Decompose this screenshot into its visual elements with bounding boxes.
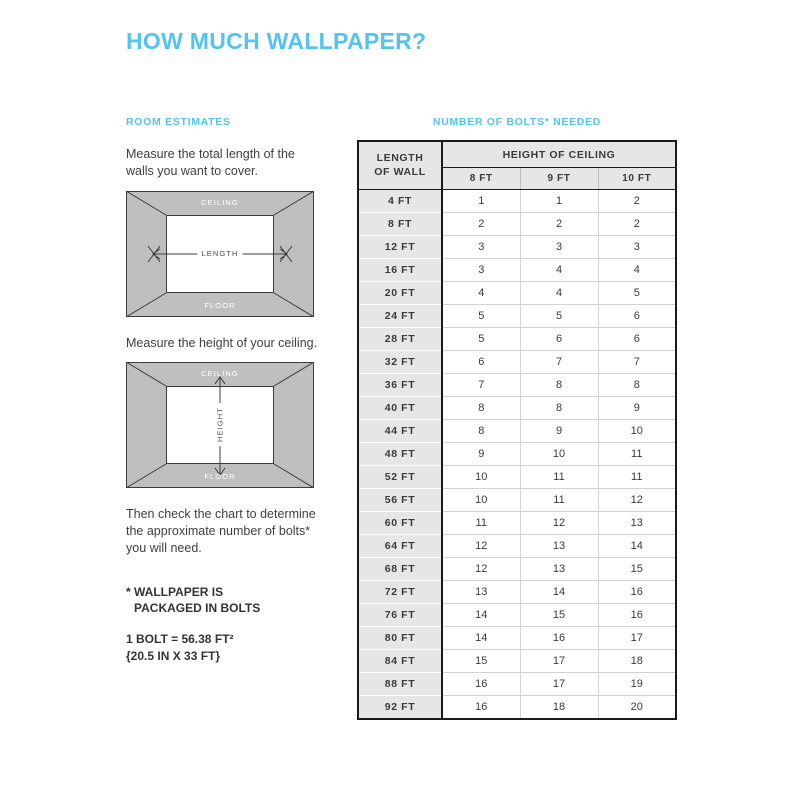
footnote-line-1: * WALLPAPER IS bbox=[126, 584, 224, 599]
row-bolts-value: 10 bbox=[598, 420, 676, 443]
bolts-table bbox=[357, 140, 677, 720]
table-row bbox=[358, 558, 676, 581]
table-row bbox=[358, 236, 676, 259]
row-bolts-value: 2 bbox=[598, 213, 676, 236]
row-bolts-value: 11 bbox=[598, 466, 676, 489]
row-wall-length: 84 FT bbox=[358, 650, 442, 673]
table-row bbox=[358, 213, 676, 236]
diagram-ceiling-label: CEILING bbox=[201, 197, 239, 207]
row-bolts-value: 5 bbox=[442, 305, 520, 328]
table-row bbox=[358, 259, 676, 282]
row-bolts-value: 4 bbox=[520, 282, 598, 305]
row-bolts-value: 16 bbox=[598, 604, 676, 627]
row-bolts-value: 3 bbox=[520, 236, 598, 259]
row-bolts-value: 10 bbox=[520, 443, 598, 466]
table-row bbox=[358, 696, 676, 720]
row-bolts-value: 12 bbox=[520, 512, 598, 535]
row-bolts-value: 18 bbox=[598, 650, 676, 673]
row-wall-length: 40 FT bbox=[358, 397, 442, 420]
row-bolts-value: 7 bbox=[598, 351, 676, 374]
row-wall-length: 12 FT bbox=[358, 236, 442, 259]
row-wall-length: 28 FT bbox=[358, 328, 442, 351]
row-bolts-value: 19 bbox=[598, 673, 676, 696]
table-row bbox=[358, 673, 676, 696]
row-wall-length: 56 FT bbox=[358, 489, 442, 512]
row-wall-length: 36 FT bbox=[358, 374, 442, 397]
row-bolts-value: 8 bbox=[442, 397, 520, 420]
row-wall-length: 80 FT bbox=[358, 627, 442, 650]
row-bolts-value: 16 bbox=[442, 696, 520, 720]
header-ceiling-8ft: 8 FT bbox=[442, 168, 520, 190]
row-bolts-value: 2 bbox=[598, 190, 676, 213]
instruction-step-1: Measure the total length of the walls you want to cover. bbox=[126, 147, 295, 179]
bolts-table-body bbox=[358, 190, 676, 720]
row-bolts-value: 11 bbox=[598, 443, 676, 466]
row-wall-length: 4 FT bbox=[358, 190, 442, 213]
row-bolts-value: 18 bbox=[520, 696, 598, 720]
diagram-length-label: LENGTH bbox=[197, 249, 242, 258]
row-wall-length: 32 FT bbox=[358, 351, 442, 374]
page-title: HOW MUCH WALLPAPER? bbox=[126, 28, 427, 54]
room-estimates-heading: ROOM ESTIMATES bbox=[126, 116, 231, 128]
header-ceiling-10ft: 10 FT bbox=[598, 168, 676, 190]
instruction-step-2: Measure the height of your ceiling. bbox=[126, 335, 318, 350]
row-bolts-value: 17 bbox=[520, 650, 598, 673]
row-bolts-value: 12 bbox=[442, 535, 520, 558]
row-bolts-value: 13 bbox=[442, 581, 520, 604]
row-bolts-value: 11 bbox=[442, 512, 520, 535]
diagram-height-label: HEIGHT bbox=[216, 403, 225, 446]
diagram-ceiling-label: CEILING bbox=[201, 368, 239, 378]
row-bolts-value: 7 bbox=[442, 374, 520, 397]
row-bolts-value: 14 bbox=[598, 535, 676, 558]
table-row bbox=[358, 604, 676, 627]
row-bolts-value: 15 bbox=[520, 604, 598, 627]
row-bolts-value: 6 bbox=[598, 328, 676, 351]
table-header-row-1 bbox=[358, 141, 676, 168]
row-bolts-value: 16 bbox=[598, 581, 676, 604]
row-bolts-value: 11 bbox=[520, 489, 598, 512]
table-row bbox=[358, 489, 676, 512]
row-bolts-value: 1 bbox=[442, 190, 520, 213]
row-wall-length: 8 FT bbox=[358, 213, 442, 236]
row-wall-length: 72 FT bbox=[358, 581, 442, 604]
row-bolts-value: 9 bbox=[442, 443, 520, 466]
row-bolts-value: 14 bbox=[442, 627, 520, 650]
row-bolts-value: 14 bbox=[520, 581, 598, 604]
row-bolts-value: 4 bbox=[520, 259, 598, 282]
row-wall-length: 48 FT bbox=[358, 443, 442, 466]
row-bolts-value: 8 bbox=[442, 420, 520, 443]
table-row bbox=[358, 190, 676, 213]
row-bolts-value: 11 bbox=[520, 466, 598, 489]
room-diagram-length bbox=[126, 191, 314, 317]
row-wall-length: 92 FT bbox=[358, 696, 442, 720]
row-bolts-value: 3 bbox=[598, 236, 676, 259]
table-row bbox=[358, 466, 676, 489]
row-bolts-value: 16 bbox=[520, 627, 598, 650]
diagram-floor-label: FLOOR bbox=[204, 300, 236, 310]
table-row bbox=[358, 374, 676, 397]
row-bolts-value: 13 bbox=[598, 512, 676, 535]
instruction-step-3: Then check the chart to determine the approximate number of bolts* you will need. bbox=[126, 506, 316, 556]
row-bolts-value: 12 bbox=[442, 558, 520, 581]
row-bolts-value: 20 bbox=[598, 696, 676, 720]
row-bolts-value: 8 bbox=[520, 397, 598, 420]
row-wall-length: 52 FT bbox=[358, 466, 442, 489]
row-bolts-value: 10 bbox=[442, 466, 520, 489]
header-length-of-wall-line2: OF WALL bbox=[374, 165, 426, 178]
row-bolts-value: 14 bbox=[442, 604, 520, 627]
row-wall-length: 44 FT bbox=[358, 420, 442, 443]
row-bolts-value: 6 bbox=[442, 351, 520, 374]
row-bolts-value: 5 bbox=[520, 305, 598, 328]
row-bolts-value: 8 bbox=[520, 374, 598, 397]
table-row bbox=[358, 328, 676, 351]
row-bolts-value: 16 bbox=[442, 673, 520, 696]
row-bolts-value: 15 bbox=[598, 558, 676, 581]
row-wall-length: 24 FT bbox=[358, 305, 442, 328]
row-bolts-value: 17 bbox=[520, 673, 598, 696]
row-bolts-value: 13 bbox=[520, 558, 598, 581]
row-bolts-value: 7 bbox=[520, 351, 598, 374]
row-bolts-value: 3 bbox=[442, 259, 520, 282]
row-bolts-value: 10 bbox=[442, 489, 520, 512]
row-bolts-value: 2 bbox=[520, 213, 598, 236]
row-bolts-value: 13 bbox=[520, 535, 598, 558]
row-bolts-value: 4 bbox=[442, 282, 520, 305]
row-wall-length: 76 FT bbox=[358, 604, 442, 627]
table-row bbox=[358, 282, 676, 305]
row-bolts-value: 5 bbox=[442, 328, 520, 351]
row-wall-length: 20 FT bbox=[358, 282, 442, 305]
table-row bbox=[358, 535, 676, 558]
bolts-table-header bbox=[358, 141, 676, 190]
row-wall-length: 88 FT bbox=[358, 673, 442, 696]
bolts-table-section bbox=[357, 116, 677, 720]
room-estimates-section bbox=[126, 116, 326, 665]
row-bolts-value: 6 bbox=[598, 305, 676, 328]
row-wall-length: 64 FT bbox=[358, 535, 442, 558]
row-bolts-value: 4 bbox=[598, 259, 676, 282]
row-wall-length: 16 FT bbox=[358, 259, 442, 282]
table-row bbox=[358, 512, 676, 535]
header-length-of-wall bbox=[358, 141, 442, 190]
table-row bbox=[358, 443, 676, 466]
row-bolts-value: 17 bbox=[598, 627, 676, 650]
room-diagram-height bbox=[126, 362, 314, 488]
row-bolts-value: 9 bbox=[520, 420, 598, 443]
row-wall-length: 68 FT bbox=[358, 558, 442, 581]
header-ceiling-9ft: 9 FT bbox=[520, 168, 598, 190]
row-bolts-value: 6 bbox=[520, 328, 598, 351]
row-bolts-value: 3 bbox=[442, 236, 520, 259]
footnote-line-3: 1 BOLT = 56.38 FT² bbox=[126, 632, 234, 647]
bolts-footnote bbox=[126, 584, 326, 665]
row-bolts-value: 15 bbox=[442, 650, 520, 673]
table-row bbox=[358, 420, 676, 443]
footnote-line-2: PACKAGED IN BOLTS bbox=[134, 601, 261, 616]
table-row bbox=[358, 305, 676, 328]
bolts-table-caption: NUMBER OF BOLTS* NEEDED bbox=[432, 116, 602, 128]
table-row bbox=[358, 627, 676, 650]
diagram-floor-label: FLOOR bbox=[204, 471, 236, 481]
row-bolts-value: 9 bbox=[598, 397, 676, 420]
row-bolts-value: 5 bbox=[598, 282, 676, 305]
footnote-line-4: {20.5 IN X 33 FT} bbox=[126, 648, 221, 663]
header-height-of-ceiling: HEIGHT OF CEILING bbox=[442, 141, 676, 168]
row-bolts-value: 2 bbox=[442, 213, 520, 236]
table-row bbox=[358, 581, 676, 604]
row-bolts-value: 8 bbox=[598, 374, 676, 397]
row-bolts-value: 1 bbox=[520, 190, 598, 213]
row-wall-length: 60 FT bbox=[358, 512, 442, 535]
header-length-of-wall-line1: LENGTH bbox=[376, 151, 424, 164]
table-row bbox=[358, 351, 676, 374]
row-bolts-value: 12 bbox=[598, 489, 676, 512]
table-row bbox=[358, 397, 676, 420]
table-row bbox=[358, 650, 676, 673]
